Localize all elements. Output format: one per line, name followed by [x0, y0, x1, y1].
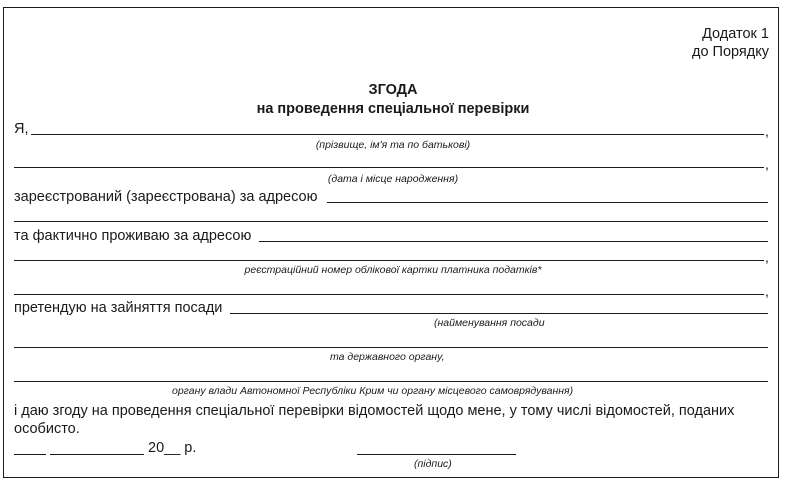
tax-number-line[interactable] — [14, 260, 764, 261]
consent-text-line1: і даю згоду на проведення спеціальної перевірки відомостей щодо мене, у тому числі відомостей, поданих — [14, 403, 735, 419]
signature-line[interactable] — [357, 454, 516, 455]
caption-signature: (підпис) — [414, 458, 452, 470]
actual-address-label: та фактично проживаю за адресою — [14, 228, 252, 244]
ya-label: Я, — [14, 121, 29, 137]
consent-text-line2: особисто. — [14, 421, 80, 437]
appendix-number: Додаток 1 — [702, 26, 769, 42]
birth-line[interactable] — [14, 167, 764, 168]
extra-line[interactable] — [14, 294, 764, 295]
comma-mark: , — [765, 283, 769, 299]
comma-mark: , — [765, 123, 769, 139]
full-name-line[interactable] — [31, 134, 764, 135]
registered-address-label: зареєстрований (зареєстрована) за адресою — [14, 189, 318, 205]
date-month-line[interactable] — [50, 454, 144, 455]
state-body-line[interactable] — [14, 347, 768, 348]
caption-birth: (дата і місце народження) — [327, 173, 459, 185]
caption-full-name: (прізвище, ім'я та по батькові) — [315, 139, 471, 151]
authority-line[interactable] — [14, 381, 768, 382]
caption-position: (найменування посади — [434, 317, 545, 329]
comma-mark: , — [765, 156, 769, 172]
registered-address-line-2[interactable] — [14, 221, 768, 222]
actual-address-line[interactable] — [259, 241, 768, 242]
position-label: претендую на зайняття посади — [14, 300, 223, 316]
appendix-reference: до Порядку — [691, 44, 769, 60]
caption-state-body: та державного органу, — [330, 351, 445, 363]
document-subtitle: на проведення спеціальної перевірки — [256, 101, 530, 117]
caption-tax-number: реєстраційний номер облікової картки платника податків* — [244, 264, 542, 276]
date-year: 20__ р. — [148, 440, 197, 456]
registered-address-line[interactable] — [327, 202, 768, 203]
date-day-line[interactable] — [14, 454, 46, 455]
position-line[interactable] — [230, 313, 768, 314]
document-title: ЗГОДА — [368, 82, 418, 98]
comma-mark: , — [765, 249, 769, 265]
caption-authority: органу влади Автономної Республіки Крим чи органу місцевого самоврядування) — [172, 385, 574, 397]
